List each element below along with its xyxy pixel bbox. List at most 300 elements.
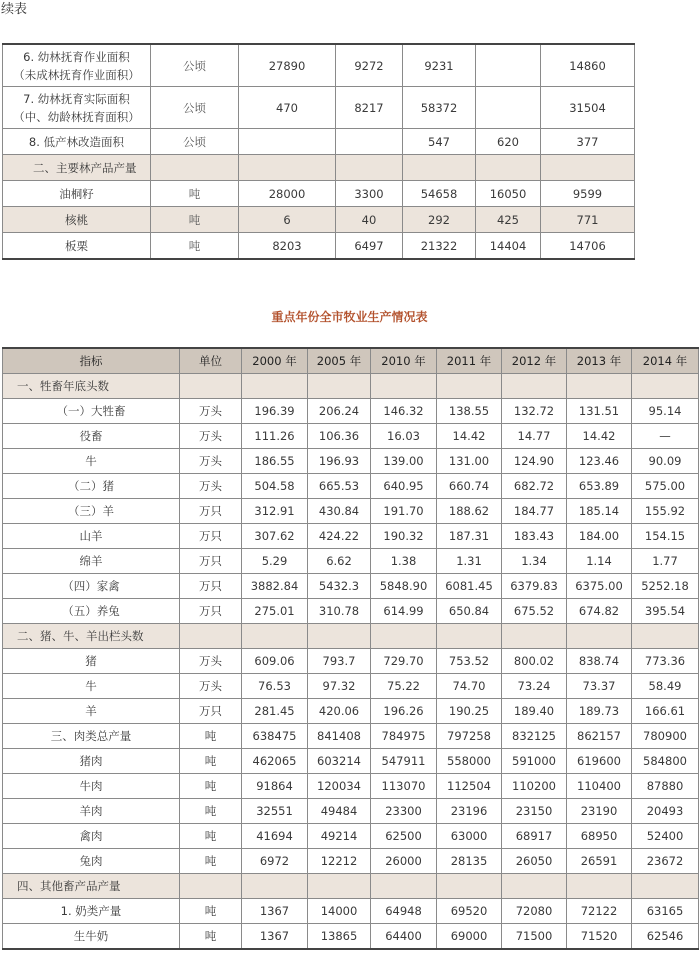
value-cell: 190.32 xyxy=(371,524,437,549)
column-header: 2011 年 xyxy=(437,348,502,374)
indicator-label: 7. 幼林抚育实际面积 xyxy=(23,91,130,106)
indicator-cell: （四）家禽 xyxy=(3,574,180,599)
value-cell: 72122 xyxy=(567,899,632,924)
table-row xyxy=(3,181,635,207)
value-cell: 650.84 xyxy=(437,599,502,624)
value-cell: 21322 xyxy=(403,233,476,260)
value-cell: 14.77 xyxy=(502,424,567,449)
table-row xyxy=(3,699,699,724)
table-row xyxy=(3,549,699,574)
indicator-cell: 山羊 xyxy=(3,524,180,549)
value-cell xyxy=(308,874,371,899)
value-cell: 5432.3 xyxy=(308,574,371,599)
table-row xyxy=(3,574,699,599)
value-cell xyxy=(437,624,502,649)
unit-cell: 公顷 xyxy=(151,44,239,87)
value-cell: 793.7 xyxy=(308,649,371,674)
indicator-label: （未成林抚育作业面积） xyxy=(13,67,140,82)
value-cell: 5.29 xyxy=(242,549,308,574)
value-cell: 862157 xyxy=(567,724,632,749)
value-cell: 106.36 xyxy=(308,424,371,449)
value-cell: 665.53 xyxy=(308,474,371,499)
value-cell: 41694 xyxy=(242,824,308,849)
value-cell: 1367 xyxy=(242,899,308,924)
indicator-label: 核桃 xyxy=(65,212,88,227)
table-row xyxy=(3,849,699,874)
value-cell: 68950 xyxy=(567,824,632,849)
unit-cell: 吨 xyxy=(180,774,242,799)
value-cell xyxy=(336,155,403,181)
value-cell: 3300 xyxy=(336,181,403,207)
value-cell: 58.49 xyxy=(632,674,699,699)
section-row xyxy=(3,874,699,899)
unit-cell: 万头 xyxy=(180,649,242,674)
value-cell: 132.72 xyxy=(502,399,567,424)
value-cell: 620 xyxy=(476,129,541,155)
table-row xyxy=(3,474,699,499)
value-cell xyxy=(371,874,437,899)
value-cell: 186.55 xyxy=(242,449,308,474)
value-cell: 138.55 xyxy=(437,399,502,424)
value-cell: 23150 xyxy=(502,799,567,824)
unit-cell xyxy=(180,624,242,649)
value-cell: 1.34 xyxy=(502,549,567,574)
value-cell: 124.90 xyxy=(502,449,567,474)
value-cell: 780900 xyxy=(632,724,699,749)
table-row xyxy=(3,87,635,129)
value-cell: 196.39 xyxy=(242,399,308,424)
indicator-label: 板栗 xyxy=(65,238,88,253)
value-cell: 682.72 xyxy=(502,474,567,499)
value-cell: 74.70 xyxy=(437,674,502,699)
value-cell: 110400 xyxy=(567,774,632,799)
value-cell xyxy=(567,874,632,899)
value-cell: 6 xyxy=(239,207,336,233)
value-cell: 62500 xyxy=(371,824,437,849)
unit-cell: 吨 xyxy=(151,207,239,233)
unit-cell: 吨 xyxy=(180,799,242,824)
value-cell xyxy=(502,874,567,899)
value-cell: 16050 xyxy=(476,181,541,207)
livestock-production-table xyxy=(2,347,699,950)
value-cell: 189.40 xyxy=(502,699,567,724)
value-cell: 1.38 xyxy=(371,549,437,574)
indicator-cell: 绵羊 xyxy=(3,549,180,574)
indicator-cell: 三、肉类总产量 xyxy=(3,724,180,749)
table-row xyxy=(3,799,699,824)
section-row xyxy=(3,155,635,181)
value-cell: 584800 xyxy=(632,749,699,774)
table-row xyxy=(3,899,699,924)
section-row xyxy=(3,374,699,399)
unit-cell: 公顷 xyxy=(151,87,239,129)
value-cell xyxy=(371,624,437,649)
indicator-cell xyxy=(3,155,151,181)
value-cell: 26591 xyxy=(567,849,632,874)
section-row xyxy=(3,624,699,649)
indicator-cell: 四、其他畜产品产量 xyxy=(3,874,180,899)
value-cell xyxy=(437,874,502,899)
unit-cell: 万头 xyxy=(180,424,242,449)
unit-cell: 吨 xyxy=(180,899,242,924)
value-cell xyxy=(371,374,437,399)
value-cell xyxy=(336,129,403,155)
value-cell: 63000 xyxy=(437,824,502,849)
value-cell: 155.92 xyxy=(632,499,699,524)
table-row xyxy=(3,674,699,699)
value-cell: 188.62 xyxy=(437,499,502,524)
value-cell: 547 xyxy=(403,129,476,155)
table-row xyxy=(3,129,635,155)
value-cell: 112504 xyxy=(437,774,502,799)
value-cell: 797258 xyxy=(437,724,502,749)
value-cell: 14404 xyxy=(476,233,541,260)
unit-cell: 万头 xyxy=(180,674,242,699)
indicator-cell: 猪肉 xyxy=(3,749,180,774)
value-cell: 9599 xyxy=(541,181,635,207)
value-cell: 312.91 xyxy=(242,499,308,524)
indicator-label: 二、主要林产品产量 xyxy=(33,160,137,175)
value-cell: — xyxy=(632,424,699,449)
value-cell: 16.03 xyxy=(371,424,437,449)
value-cell: 575.00 xyxy=(632,474,699,499)
value-cell: 6375.00 xyxy=(567,574,632,599)
unit-cell: 万只 xyxy=(180,699,242,724)
value-cell: 281.45 xyxy=(242,699,308,724)
unit-cell: 公顷 xyxy=(151,129,239,155)
value-cell: 71500 xyxy=(502,924,567,950)
table-row xyxy=(3,924,699,950)
value-cell: 90.09 xyxy=(632,449,699,474)
column-header: 2005 年 xyxy=(308,348,371,374)
value-cell: 660.74 xyxy=(437,474,502,499)
column-header: 2012 年 xyxy=(502,348,567,374)
unit-cell: 万只 xyxy=(180,574,242,599)
unit-cell: 吨 xyxy=(180,849,242,874)
value-cell: 1.31 xyxy=(437,549,502,574)
value-cell: 71520 xyxy=(567,924,632,950)
value-cell: 54658 xyxy=(403,181,476,207)
table-row xyxy=(3,399,699,424)
value-cell: 31504 xyxy=(541,87,635,129)
unit-cell: 万头 xyxy=(180,399,242,424)
value-cell: 1.14 xyxy=(567,549,632,574)
value-cell xyxy=(632,874,699,899)
value-cell: 292 xyxy=(403,207,476,233)
value-cell xyxy=(476,87,541,129)
value-cell: 638475 xyxy=(242,724,308,749)
value-cell: 72080 xyxy=(502,899,567,924)
value-cell: 154.15 xyxy=(632,524,699,549)
table-row xyxy=(3,449,699,474)
value-cell xyxy=(541,155,635,181)
value-cell xyxy=(239,129,336,155)
indicator-cell: （三）羊 xyxy=(3,499,180,524)
value-cell: 6972 xyxy=(242,849,308,874)
value-cell: 191.70 xyxy=(371,499,437,524)
unit-cell xyxy=(180,874,242,899)
value-cell: 49484 xyxy=(308,799,371,824)
table-row xyxy=(3,649,699,674)
value-cell: 462065 xyxy=(242,749,308,774)
value-cell: 504.58 xyxy=(242,474,308,499)
indicator-label: 8. 低产林改造面积 xyxy=(28,134,125,149)
value-cell: 146.32 xyxy=(371,399,437,424)
value-cell: 470 xyxy=(239,87,336,129)
indicator-cell: （一）大牲畜 xyxy=(3,399,180,424)
value-cell: 184.77 xyxy=(502,499,567,524)
unit-cell: 万只 xyxy=(180,524,242,549)
indicator-label: （中、幼龄林抚育面积） xyxy=(13,109,140,124)
value-cell: 6.62 xyxy=(308,549,371,574)
value-cell xyxy=(567,374,632,399)
value-cell: 424.22 xyxy=(308,524,371,549)
value-cell xyxy=(242,624,308,649)
value-cell xyxy=(632,374,699,399)
value-cell: 425 xyxy=(476,207,541,233)
value-cell: 6497 xyxy=(336,233,403,260)
indicator-label: 6. 幼林抚育作业面积 xyxy=(23,49,130,64)
value-cell: 76.53 xyxy=(242,674,308,699)
value-cell: 120034 xyxy=(308,774,371,799)
value-cell: 14.42 xyxy=(437,424,502,449)
indicator-cell xyxy=(3,44,151,87)
continuation-label: 续表 xyxy=(1,2,28,17)
value-cell: 111.26 xyxy=(242,424,308,449)
value-cell: 310.78 xyxy=(308,599,371,624)
value-cell: 14706 xyxy=(541,233,635,260)
value-cell: 139.00 xyxy=(371,449,437,474)
value-cell: 800.02 xyxy=(502,649,567,674)
unit-cell: 万只 xyxy=(180,599,242,624)
value-cell: 52400 xyxy=(632,824,699,849)
value-cell: 73.24 xyxy=(502,674,567,699)
indicator-cell: 羊 xyxy=(3,699,180,724)
value-cell: 23190 xyxy=(567,799,632,824)
value-cell: 206.24 xyxy=(308,399,371,424)
value-cell: 40 xyxy=(336,207,403,233)
value-cell: 13865 xyxy=(308,924,371,950)
indicator-cell: 生牛奶 xyxy=(3,924,180,950)
value-cell: 110200 xyxy=(502,774,567,799)
column-header: 2000 年 xyxy=(242,348,308,374)
table-row xyxy=(3,724,699,749)
value-cell: 9272 xyxy=(336,44,403,87)
indicator-cell: 牛 xyxy=(3,449,180,474)
value-cell xyxy=(632,624,699,649)
value-cell: 9231 xyxy=(403,44,476,87)
value-cell: 123.46 xyxy=(567,449,632,474)
value-cell: 558000 xyxy=(437,749,502,774)
value-cell: 26050 xyxy=(502,849,567,874)
value-cell: 91864 xyxy=(242,774,308,799)
value-cell xyxy=(502,624,567,649)
column-header: 2014 年 xyxy=(632,348,699,374)
value-cell: 6081.45 xyxy=(437,574,502,599)
value-cell: 68917 xyxy=(502,824,567,849)
table-row xyxy=(3,524,699,549)
value-cell: 23300 xyxy=(371,799,437,824)
table-row xyxy=(3,824,699,849)
indicator-cell: 羊肉 xyxy=(3,799,180,824)
value-cell: 603214 xyxy=(308,749,371,774)
value-cell: 1.77 xyxy=(632,549,699,574)
value-cell: 23196 xyxy=(437,799,502,824)
value-cell: 28135 xyxy=(437,849,502,874)
unit-cell: 吨 xyxy=(180,724,242,749)
value-cell: 430.84 xyxy=(308,499,371,524)
value-cell xyxy=(239,155,336,181)
value-cell: 5848.90 xyxy=(371,574,437,599)
value-cell: 619600 xyxy=(567,749,632,774)
value-cell: 64948 xyxy=(371,899,437,924)
value-cell: 131.51 xyxy=(567,399,632,424)
unit-cell xyxy=(180,374,242,399)
value-cell: 395.54 xyxy=(632,599,699,624)
value-cell: 5252.18 xyxy=(632,574,699,599)
value-cell: 75.22 xyxy=(371,674,437,699)
table-row xyxy=(3,599,699,624)
value-cell: 189.73 xyxy=(567,699,632,724)
table-row xyxy=(3,774,699,799)
unit-cell: 万只 xyxy=(180,549,242,574)
value-cell: 753.52 xyxy=(437,649,502,674)
value-cell: 196.93 xyxy=(308,449,371,474)
value-cell: 771 xyxy=(541,207,635,233)
indicator-cell: 牛肉 xyxy=(3,774,180,799)
table-row xyxy=(3,749,699,774)
value-cell: 8203 xyxy=(239,233,336,260)
value-cell: 27890 xyxy=(239,44,336,87)
value-cell: 8217 xyxy=(336,87,403,129)
livestock-table-title: 重点年份全市牧业生产情况表 xyxy=(271,310,428,324)
indicator-cell: 1. 奶类产量 xyxy=(3,899,180,924)
value-cell: 49214 xyxy=(308,824,371,849)
value-cell: 69520 xyxy=(437,899,502,924)
value-cell xyxy=(437,374,502,399)
value-cell: 674.82 xyxy=(567,599,632,624)
value-cell: 131.00 xyxy=(437,449,502,474)
value-cell xyxy=(567,624,632,649)
unit-cell: 万头 xyxy=(180,474,242,499)
value-cell: 97.32 xyxy=(308,674,371,699)
indicator-cell: 牛 xyxy=(3,674,180,699)
value-cell xyxy=(476,155,541,181)
value-cell: 58372 xyxy=(403,87,476,129)
unit-cell: 吨 xyxy=(180,924,242,950)
value-cell: 307.62 xyxy=(242,524,308,549)
value-cell: 23672 xyxy=(632,849,699,874)
unit-cell: 万只 xyxy=(180,499,242,524)
value-cell: 547911 xyxy=(371,749,437,774)
column-header: 单位 xyxy=(180,348,242,374)
value-cell: 6379.83 xyxy=(502,574,567,599)
value-cell: 28000 xyxy=(239,181,336,207)
value-cell: 3882.84 xyxy=(242,574,308,599)
value-cell: 653.89 xyxy=(567,474,632,499)
value-cell: 62546 xyxy=(632,924,699,950)
table-row xyxy=(3,233,635,260)
indicator-cell: （二）猪 xyxy=(3,474,180,499)
column-header: 指标 xyxy=(3,348,180,374)
value-cell xyxy=(242,374,308,399)
value-cell xyxy=(308,374,371,399)
table-header-row xyxy=(3,348,699,374)
value-cell xyxy=(308,624,371,649)
unit-cell: 万头 xyxy=(180,449,242,474)
value-cell: 377 xyxy=(541,129,635,155)
value-cell: 183.43 xyxy=(502,524,567,549)
indicator-cell: 猪 xyxy=(3,649,180,674)
indicator-cell xyxy=(3,181,151,207)
value-cell: 185.14 xyxy=(567,499,632,524)
value-cell: 609.06 xyxy=(242,649,308,674)
value-cell: 187.31 xyxy=(437,524,502,549)
value-cell: 12212 xyxy=(308,849,371,874)
value-cell: 73.37 xyxy=(567,674,632,699)
indicator-cell: 一、牲畜年底头数 xyxy=(3,374,180,399)
value-cell: 591000 xyxy=(502,749,567,774)
indicator-cell xyxy=(3,207,151,233)
indicator-cell: 役畜 xyxy=(3,424,180,449)
value-cell: 190.25 xyxy=(437,699,502,724)
value-cell xyxy=(242,874,308,899)
unit-cell: 吨 xyxy=(151,181,239,207)
value-cell: 675.52 xyxy=(502,599,567,624)
table-row xyxy=(3,424,699,449)
value-cell: 420.06 xyxy=(308,699,371,724)
table-row xyxy=(3,499,699,524)
value-cell: 841408 xyxy=(308,724,371,749)
value-cell: 64400 xyxy=(371,924,437,950)
value-cell: 773.36 xyxy=(632,649,699,674)
value-cell: 1367 xyxy=(242,924,308,950)
value-cell: 196.26 xyxy=(371,699,437,724)
column-header: 2010 年 xyxy=(371,348,437,374)
value-cell: 729.70 xyxy=(371,649,437,674)
value-cell: 838.74 xyxy=(567,649,632,674)
value-cell: 14.42 xyxy=(567,424,632,449)
table-row xyxy=(3,207,635,233)
value-cell: 166.61 xyxy=(632,699,699,724)
value-cell: 14860 xyxy=(541,44,635,87)
value-cell: 69000 xyxy=(437,924,502,950)
value-cell: 95.14 xyxy=(632,399,699,424)
value-cell xyxy=(502,374,567,399)
value-cell xyxy=(403,155,476,181)
indicator-cell: （五）养兔 xyxy=(3,599,180,624)
indicator-cell: 禽肉 xyxy=(3,824,180,849)
indicator-cell xyxy=(3,129,151,155)
indicator-cell xyxy=(3,87,151,129)
unit-cell: 吨 xyxy=(180,749,242,774)
value-cell: 614.99 xyxy=(371,599,437,624)
value-cell: 184.00 xyxy=(567,524,632,549)
value-cell: 784975 xyxy=(371,724,437,749)
value-cell: 275.01 xyxy=(242,599,308,624)
indicator-cell: 兔肉 xyxy=(3,849,180,874)
column-header: 2013 年 xyxy=(567,348,632,374)
indicator-cell: 二、猪、牛、羊出栏头数 xyxy=(3,624,180,649)
indicator-label: 油桐籽 xyxy=(59,186,94,201)
unit-cell: 吨 xyxy=(151,233,239,260)
value-cell: 14000 xyxy=(308,899,371,924)
table-row xyxy=(3,44,635,87)
indicator-cell xyxy=(3,233,151,260)
unit-cell: 吨 xyxy=(180,824,242,849)
value-cell: 832125 xyxy=(502,724,567,749)
value-cell: 63165 xyxy=(632,899,699,924)
